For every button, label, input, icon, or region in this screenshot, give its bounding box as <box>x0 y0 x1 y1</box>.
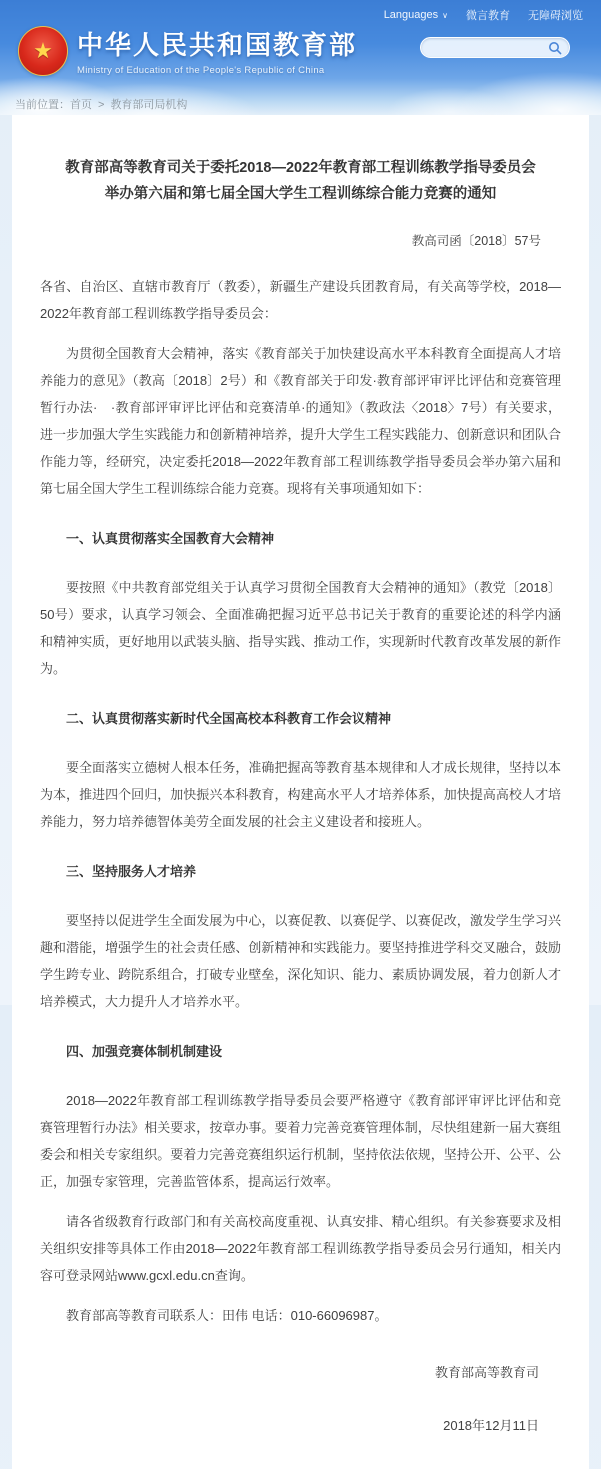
accessibility-link[interactable]: 无障碍浏览 <box>528 10 583 22</box>
site-subtitle: Ministry of Education of the People's Republic of China <box>77 65 325 76</box>
section-4-body: 2018—2022年教育部工程训练教学指导委员会要严格遵守《教育部评审评比评估和竞赛管理暂行办法》相关要求，按章办事。要着力完善竞赛管理体制，尽快组建新一届大赛组委会和相关专家组织。要着力完善竞赛组织运行机制，坚持依法依规，坚持公开、公平、公正，加强专家管理，完善监管体系，提高运行效率。 <box>40 1093 561 1189</box>
section-3-heading: 三、坚持服务人才培养 <box>66 864 197 879</box>
section-2-body: 要全面落实立德树人根本任务，准确把握高等教育基本规律和人才成长规律，坚持以本为本，推进四个回归，加快振兴本科教育，构建高水平人才培养体系，加快提高高校人才培养能力，努力培养德智体美劳全面发展的社会主义建设者和接班人。 <box>40 760 561 829</box>
breadcrumb-prefix: 当前位置： <box>15 99 70 111</box>
document-title: 教育部高等教育司关于委托2018—2022年教育部工程训练教学指导委员会举办第六届和第七届全国大学生工程训练综合能力竞赛的通知 <box>65 160 536 202</box>
weiyan-education-link[interactable]: 微言教育 <box>466 10 510 22</box>
search-icon <box>548 41 562 55</box>
search-button[interactable] <box>547 40 563 56</box>
section-3-body: 要坚持以促进学生全面发展为中心，以赛促教、以赛促学、以赛促改，激发学生学习兴趣和潜能，增强学生的社会责任感、创新精神和实践能力。要坚持推进学科交叉融合，鼓励学生跨专业、跨院系组合，打破专业壁垒，深化知识、能力、素质协调发展，着力创新人才培养模式，大力提升人才培养水平。 <box>40 913 561 1009</box>
document-card <box>12 115 589 1469</box>
contact-line: 教育部高等教育司联系人：田伟 电话：010-66096987。 <box>66 1308 388 1323</box>
breadcrumb-home-link[interactable]: 首页 <box>70 99 92 111</box>
site-title-block <box>77 25 357 76</box>
document-number: 教高司函〔2018〕57号 <box>411 234 541 248</box>
intro-paragraph: 为贯彻全国教育大会精神，落实《教育部关于加快建设高水平本科教育全面提高人才培养能力的意见》（教高〔2018〕2号）和《教育部关于印发·教育部评审评比评估和竞赛管理暂行办法· ·教育部评审评比评估和竞赛清单·的通知》（教政法〈2018〉7号）有关要求，进一步加强大学生实践能力和创新精神培养，提升大学生工程实践能力、创新意识和团队合作能力等，经研究，决定委托2018—2022年教育部工程训练教学指导委员会举办第六届和第七届全国大学生工程训练综合能力竞赛。现将有关事项通知如下： <box>40 346 561 496</box>
site-title: 中华人民共和国教育部 <box>77 30 358 60</box>
languages-label: Languages <box>383 9 439 21</box>
section-1-heading: 一、认真贯彻落实全国教育大会精神 <box>66 531 275 546</box>
top-utility-links <box>384 7 583 23</box>
search-box[interactable] <box>420 37 570 58</box>
breadcrumb <box>15 96 187 112</box>
section-4-heading: 四、加强竞赛体制机制建设 <box>66 1044 223 1059</box>
search-input[interactable] <box>431 41 547 55</box>
closing-paragraph: 请各省级教育行政部门和有关高校高度重视、认真安排、精心组织。有关参赛要求及相关组织安排等具体工作由2018—2022年教育部工程训练教学指导委员会另行通知，相关内容可登录网站www.gcxl.edu.cn查询。 <box>40 1214 561 1283</box>
signature-department: 教育部高等教育司 <box>434 1365 539 1380</box>
languages-dropdown[interactable] <box>384 9 448 21</box>
chevron-down-icon: ∨ <box>442 11 448 20</box>
national-emblem-icon: ★ <box>18 26 68 76</box>
section-2-heading: 二、认真贯彻落实新时代全国高校本科教育工作会议精神 <box>66 711 392 726</box>
section-1-body: 要按照《中共教育部党组关于认真学习贯彻全国教育大会精神的通知》（教党〔2018〕50号）要求，认真学习领会、全面准确把握习近平总书记关于教育的重要论述的科学内涵和精神实质，更好地用以武装头脑、指导实践、推动工作，实现新时代教育改革发展的新作为。 <box>40 580 561 676</box>
breadcrumb-current: 教育部司局机构 <box>110 99 188 111</box>
signature-date: 2018年12月11日 <box>443 1418 539 1433</box>
addressee-paragraph: 各省、自治区、直辖市教育厅（教委），新疆生产建设兵团教育局，有关高等学校，2018—2022年教育部工程训练教学指导委员会： <box>40 279 561 321</box>
signature-block <box>40 1359 561 1439</box>
site-logo[interactable] <box>18 25 357 76</box>
breadcrumb-separator: > <box>98 99 105 111</box>
site-header <box>0 0 601 115</box>
